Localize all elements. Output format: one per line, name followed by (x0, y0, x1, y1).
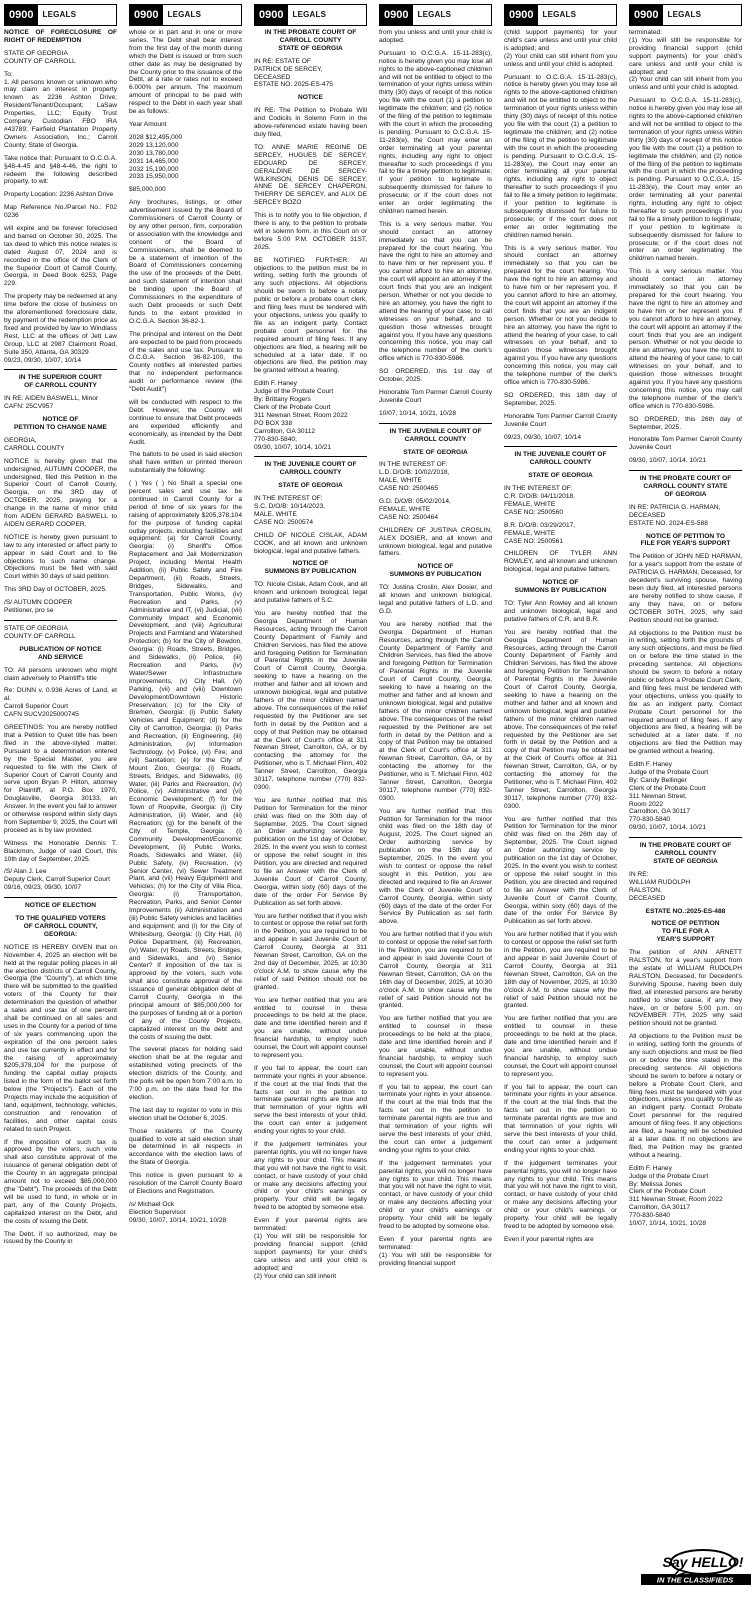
notice-paragraph: Edith F. Haney Judge of the Probate Court By: Candy Bellinger Clerk of the Probate Court 311 Newnan Street, Room 2022 Carrollton, GA 30117 770-830-5840 09/30, 10/07, 10/14, 10/21 (629, 761, 709, 832)
notice-paragraph: GREETINGS: You are hereby notified that a Petition to Quiet title has been filed in the above-styled matter. Pursuant to a determination entered by the Special Master, you are requested to file with the Clerk of Superior Court of Carroll County and serve upon Bryan P. Hilton, attorney for Plaintiff, at P.O. Box 1970, Douglasville, Georgia 30133, an Answer. In the event you fail to answer or otherwise respond within sixty days from September 9, 2025, the Court will proceed as is by law provided. (4, 724, 117, 834)
notice-paragraph: /s/ Michael Ock Election Supervisor 09/30, 10/07, 10/14, 10/21, 10/28 (129, 1200, 227, 1224)
section-number: 0900 (255, 5, 288, 25)
notice-paragraph: You are further notified that this Petition for Termination for the minor child was filed on the 30th day of September, 2025. The Court signed an Order authorizing service by publication on the 1st day of October, 2025. In the event you wish to contest or oppose the relief sought in this Petition, you are directed and required to file an Answer with the Clerk of Juvenile Court of Carroll County, Georgia, within sixty (60) days of the date of the order For Service By Publication as set forth above. (254, 796, 367, 907)
notice-paragraph: The Petition of JOHN NED HARMAN, for a year's support from the estate of PATRICIA G. HARMAN, Deceased, for decedent's surviving spouse, having been duly filed, all interested persons are hereby notified to show cause, if any they have, on or before OCTOBER 30TH, 2025, why said Petition should not be granted. (629, 553, 742, 624)
notice-paragraph: Witness the Honorable Dennis T. Blackmon, Judge of said Court, this 10th day of September, 2025. (4, 839, 117, 863)
section-header (254, 4, 367, 26)
notice-paragraph: Edith F. Haney Judge of the Probate Court By: Brittany Rogers Clerk of the Probate Court 311 Newnan Street, Room 2022 PO BOX 338 Carrollton, GA 30112 770-830-5840, 09/30, 10/07, 10/14, 10/21 (254, 380, 348, 451)
notice-paragraph: CHILD OF NICOLE CISLAK, ADAM COOK, and all known and unknown biological, legal and putative fathers. (254, 531, 367, 555)
notice-paragraph: Even if your parental rights are (504, 1235, 594, 1243)
notice-paragraph: IN RE: The Petition to Probate Will and Codicils in Solemn Form in the above-referenced estate having been duly filed, (254, 107, 367, 138)
notice-paragraph: $85,000,000 (129, 186, 166, 194)
notice-paragraph: NOTICE is hereby given pursuant to law to any interested or affect party to appear in said Court and to file objections to such name change. Objections must be filed with said Court within 30 days of said petition. (4, 533, 117, 581)
notice-paragraph: You are further notified that this Petition for Termination for the minor child was filed on the 18th day of August, 2025. The Court signed an Order authorizing service by publication on the 15th day of September, 2025. In the event you wish to contest or oppose the relief sought in this Petition, you are directed and required to file an Answer with the Clerk of Juvenile Court of Carroll County, Georgia, within sixty (60) days of the date of the order For Service By Publication as set forth above. (379, 807, 492, 926)
notice-paragraph: You are further notified that if you wish to contest or oppose the relief set forth in the Petition, you are required to be and appear in said Juvenile Court of Carroll County, Georgia at 311 Newnan Street, Carrollton, GA on the 16th day of December, 2025, at 10:30 o'clock A.M. to show cause why the relief of said Petition should not be granted. (379, 931, 492, 1010)
notice-paragraph: TO: Tyler Ann Rowley and all known and unknown biological, legal and putative fathers of C.R. and B.R. (504, 600, 617, 623)
notice-paragraph: If you fail to appear, the court can terminate your rights in your absence. If the court at the trial finds that the facts set out in the petition to terminate parental rights are true and that termination of your rights will serve the best interests of your child, the court can enter a judgement ending your rights to your child. (504, 1083, 617, 1154)
notice-paragraph: G.D. D/O/B: 05/02/2014, FEMALE, WHITE CASE NO: 2500464 (379, 498, 451, 521)
legal-column (129, 4, 242, 1594)
notice-paragraph: GEORGIA, CARROLL COUNTY (4, 436, 65, 452)
notice-paragraph: from you unless and until your child is adopted. (379, 29, 492, 44)
section-number: 0900 (5, 5, 38, 25)
notice-paragraph: The last day to register to vote in this election shall be October 6, 2025. (129, 1106, 242, 1122)
notice-paragraph: This is to notify you to file objection, if there is any, to the petition to probate will in solemn form, in this Court on or before 5:00 P.M. OCTOBER 31ST, 2025. (254, 212, 367, 251)
notice-paragraph: SO ORDERED, this 26th day of September, 2025. (629, 415, 742, 431)
notice-heading: PUBLICATION OF NOTICE AND SERVICE (19, 645, 102, 661)
notice-paragraph: Edith F. Haney Judge of the Probate Court By: Melissa Jones Clerk of the Probate Court 311 Newnan Street, Room 2022 Carrollton, GA 30117 770-830-5840 10/07, 10/14, 10/21, 10/28 (629, 1164, 723, 1228)
notice-paragraph: 09/23, 09/30, 10/07, 10/14 (504, 433, 581, 441)
notice-paragraph: IN RE: WILLIAM RUDOLPH RALSTON, DECEASED (629, 870, 691, 902)
notice-paragraph: 10/07, 10/14, 10/21, 10/28 (379, 409, 456, 417)
notice-paragraph: If the judgement terminates your parental rights, you will no longer have any rights to your child. This means that you will not have the right to visit, contact, or have custody of your child or make any decisions affecting your child or your child's earnings or property. Your child will be legally freed to be adopted by someone else. (379, 1159, 492, 1230)
notice-paragraph: B.R. D/O/B: 03/29/2017, FEMALE, WHITE CASE NO: 2500561 (504, 521, 576, 545)
section-header (4, 4, 117, 26)
notice-paragraph: will expire and be forever foreclosed and barred on October 30, 2025. The tax deed to which this notice relates is dated August 07, 2024 and is recorded in the office of the Clerk of the Superior Court of Carroll County, Georgia, in Deed Book 6253, Page 229. (4, 225, 117, 288)
legal-column (504, 4, 617, 1594)
column-body (504, 29, 617, 1244)
notice-paragraph: Any brochures, listings, or other advertisement issued by the Board of Commissioners of Carroll County or by any other person, firm, corporation or association with the knowledge and consent of the Board of Commissioners, shall be deemed to be a statement of intention of the Board of Commissioners concerning the use of the proceeds of the Debt, and such statement of intention shall be binding upon the Board of Commissioners in the expenditure of such Debt proceeds or such Debt funds to the extent provided in O.C.G.A. Section 36-82-1. (129, 199, 242, 325)
notice-paragraph: Honorable Tom Parmer Carroll County Juvenile Court (629, 436, 742, 452)
section-number: 0900 (380, 5, 413, 25)
notice-paragraph: SO ORDERED, this 18th day of September, 2025. (504, 391, 617, 407)
notice-paragraph: This 3RD Day of OCTOBER, 2025. (4, 586, 107, 594)
notice-paragraph: IN THE INTEREST OF: L.D. D/O/B: 10/02/2018, MALE, WHITE CASE NO: 2500465 (379, 461, 450, 493)
notice-heading: IN THE JUVENILE COURT OF CARROLL COUNTY (264, 461, 357, 477)
notice-heading: IN THE SUPERIOR COURT OF CARROLL COUNTY (18, 374, 103, 390)
notice-divider (4, 897, 117, 898)
notice-paragraph: (child support payments) for your child's care unless and until your child is adopted; and (2) Your child can still inherit from you unless and until your child is adopted. (504, 29, 617, 68)
notice-paragraph: This is a very serious matter. You should contact an attorney immediately so that you can be prepared for the court hearing. You have the right to hire an attorney and to have him or her represent you. If you cannot afford to hire an attorney, the court will appoint an attorney if the court finds that you are an indigent person. Whether or not you decide to hire an attorney, you have the right to attend the hearing of your case, to call witnesses on your behalf, and to question those witnesses brought against you. If you have any questions concerning this notice, you may call the telephone number of the clerk's office which is 770-830-5986. (379, 220, 492, 363)
logo-word: Say HELLO! (662, 1554, 744, 1570)
notice-paragraph: You are further notified that this Petition for Termination for the minor child was filed on the 26th day of September, 2025. The Court signed an Order authorizing service by publication on the 1st day of October, 2025. In the event you wish to contest or oppose the relief sought in this Petition, you are directed and required to file an Answer with the Clerk of Juvenile Court of Carroll County, Georgia, within sixty (60) days of the date of the order For Service By Publication as set forth above. (504, 815, 617, 926)
notice-paragraph: Pursuant to O.C.G.A. 15-11-283(c), notice is hereby given you may lose all rights to the above-captioned child/ren and will not be entitled to object to the termination of your rights unless within thirty (30) days of receipt of this notice you file with the court (1) a petition to legitimate the child/ren; and (2) notice of the filing of the petition to legitimate with the court in which the proceeding is pending. Pursuant to O.C.G.A. 15-11-283(e), the Court may enter an order terminating all your parental rights, including any right to object thereafter to such proceedings if you fail to file a timely petition to legitimate; if your petition to legitimate is subsequently dismissed for failure to prosecute; or if the court does not enter an order legitimating the child/ren named herein. (379, 49, 492, 215)
notice-paragraph: Year Amount (129, 120, 167, 128)
notice-paragraph: SO ORDERED, this 1st day of October, 2025. (379, 368, 492, 384)
notice-heading: IN THE PROBATE COURT OF CARROLL COUNTY STATE OF GEORGIA (264, 29, 357, 52)
notice-paragraph: You are hereby notified that the Georgia Department of Human Resources, acting through the Carroll County Department of Family and Children Services, has filed the above and foregoing Petition for Termination of Parental Rights in the Juvenile Court of Carroll County, Georgia, seeking to have a hearing on the mother and father and all known and unknown biological, legal and putative fathers of the minor children named above. The consequences of the relief requested by the Petitioner are set forth in detail by the Petition and a copy of that Petition may be obtained at the Clerk of Court's office at 311 Newnan Street, Carrollton, GA, or by contacting the attorney for the Petitioner, who is T. Michael Flinn, 402 Tanner Street, Carrollton, Georgia 30117, telephone number (770) 832-0300. (504, 628, 617, 810)
notice-paragraph: TO: All persons unknown who might claim adversely to Plaintiff's title (4, 666, 117, 682)
notice-paragraph: If the judgement terminates your parental rights, you will no longer have any rights to your child. This means that you will not have the right to visit, contact, or have custody of your child or make any decisions affecting your child or your child's earnings or property. Your child will be legally freed to be adopted by someone else. (504, 1159, 617, 1230)
legal-column (379, 4, 492, 1594)
notice-paragraph: If the judgement terminates your parental rights, you will no longer have any rights to your child. This means that you will not have the right to visit, contact, or have custody of your child or make any decisions affecting your child or your child's earnings or property. Your child will be legally freed to be adopted by someone else. (254, 1141, 367, 1212)
notice-divider (254, 456, 367, 457)
notice-paragraph: This is a very serious matter. You should contact an attorney immediately so that you can be prepared for the court hearing. You have the right to hire an attorney and to have him or her represent you. If you cannot afford to hire an attorney, the court will appoint an attorney if the court finds that you are an indigent person. Whether or not you decide to hire an attorney, you have the right to attend the hearing of your case, to call witnesses on your behalf, and to question those witnesses brought against you. If you have any questions concerning this notice, you may call the telephone number of the clerk's office which is 770-830-5986. (629, 268, 742, 410)
notice-paragraph: NOTICE IS HEREBY GIVEN that on November 4, 2025 an election will be held at the regular polling places in all the election districts of Carroll County, Georgia (the "County"), at which time there will be submitted to the qualified voters of the County for their determination the question of whether a sales and use tax of one percent shall be continued on all sales and uses in the County for a period of time of six years commencing upon the expiration of the one percent sales and use tax currently in effect and for the raising of approximately $205,378,104 for the purpose of funding the capital outlay projects listed in the form of the ballot set forth below (the "Projects"). Each of the Projects may include the acquisition of land, equipment, technology, vehicles, construction and renovation of facilities, and other capital costs related to such Project. (4, 943, 117, 1133)
notice-paragraph: Property Location: 2236 Ashton Drive (4, 191, 114, 199)
notice-paragraph: Those residents of the County qualified to vote at said election shall be determined in all respects in accordance with the election laws of the State of Georgia. (129, 1127, 242, 1167)
notice-paragraph: You are further notified that you are entitled to counsel in these proceedings to be held at the place, date and time identified herein and if you are unable, without undue financial hardship, to employ such counsel, the Court will appoint counsel to represent you. (379, 1015, 492, 1078)
notice-paragraph: The principal and interest on the Debt are expected to be paid from proceeds of the sales and use tax. Pursuant to O.C.G.A. Section 36-82-100, the County notifies all interested parties that no independent performance audit or performance review (the "Debt Audit") (129, 330, 242, 394)
notice-paragraph: will be conducted with respect to the Debt. However, the County will continue to ensure that Debt proceeds are expended efficiently and economically, as intended by the Debt Audit. (129, 398, 242, 446)
notice-paragraph: The property may be redeemed at any time before the close of business on the aforementioned foreclosure date, by payment of the redemption price as fixed and provided by law to Windlass Rest, LLC at the offices of Jett Law Group, LLC at 2987 Clairmont Road, Suite 350, Atlanta, GA 30329 09/23, 09/30, 10/07, 10/14 (4, 293, 117, 364)
notice-heading: TO THE QUALIFIED VOTERS OF CARROLL COUNTY, GEORGIA: (15, 915, 106, 938)
notice-paragraph: You are further notified that you are entitled to counsel in these proceedings to be held at the place, date and time identified herein and if you are unable, without undue financial hardship, to employ such counsel, the Court will appoint counsel to represent you. (504, 1015, 617, 1078)
notice-divider (379, 423, 492, 424)
section-header (629, 4, 742, 26)
notice-paragraph: TO: Nicole Cislak, Adam Cook, and all known and unknown biological, legal and putative fathers of S.C. (254, 581, 367, 605)
notice-paragraph: You are hereby notified that the Georgia Department of Human Resources, acting through the Carroll County Department of Family and Children Services, has filed the above and foregoing Petition for Termination of Parental Rights in the Juvenile Court of Carroll County, Georgia, seeking to have a hearing on the mother and father and all known and unknown biological, legal and putative fathers of the minor children named above. The consequences of the relief requested by the Petitioner are set forth in detail by the Petition and a copy of that Petition may be obtained at the Clerk of Court's office at 311 Newnan Street, Carrollton, GA, or by contacting the attorney for the Petitioner, who is T. Michael Flinn, 402 Tanner Street, Carrollton, Georgia 30117, telephone number (770) 832-0300. (254, 610, 367, 791)
notice-heading: ESTATE NO.:2025-ES-488 (645, 907, 726, 915)
legal-column (4, 4, 117, 1594)
column-body (379, 29, 492, 1268)
notice-paragraph: This is a very serious matter. You should contact an attorney immediately so that you can be prepared for the court hearing. You have the right to hire an attorney and to have him or her represent you. If you cannot afford to hire an attorney, the court will appoint an attorney if the court finds that you are an indigent person. Whether or not you decide to hire an attorney, you have the right to attend the hearing of your case, to call witnesses on your behalf, and to question those witnesses brought against you. If you have any questions concerning this notice, you may call the telephone number of the clerk's office which is 770-830-5986. (504, 244, 617, 386)
notice-heading: IN THE JUVENILE COURT OF CARROLL COUNTY (389, 427, 482, 443)
notice-paragraph: Even if your parental rights are terminated: (1) You will still be responsible for providing financial support (379, 1235, 492, 1267)
notice-heading: IN THE PROBATE COURT OF CARROLL COUNTY STATE OF GEORGIA (639, 475, 732, 498)
logo-tagline: IN THE CLASSIFIEDS (656, 1575, 734, 1585)
notice-paragraph: The petition of ANN ARNETT RALSTON, for a year's support from the estate of WILLIAM RUDOLPH RALSTON, Deceased, for Decedent's Surviving Spouse, having been duly filed, all interested persons are hereby notified to show cause, if any they have, on or before 5:00 p.m. on NOVEMBER 7TH, 2025 why said petition should not be granted. (629, 949, 742, 1028)
section-number: 0900 (630, 5, 663, 25)
notice-paragraph: Even if your parental rights are terminated: (1) You will still be responsible for providing financial support (child support payments) for your child's care unless and until your child is adopted; and (2) Your child can still inherit (254, 1217, 367, 1280)
notice-paragraph: Honorable Tom Parmer Carroll County Juvenile Court (504, 412, 617, 428)
section-label: LEGALS (542, 10, 577, 19)
notice-paragraph: The several places for holding said election shall be at the regular and established voting precincts of the election districts of the County, and the polls will be open from 7:00 a.m. to 7:00 p.m. on the date fixed for the election. (129, 1046, 242, 1101)
notice-heading: STATE OF GEORGIA (278, 482, 343, 490)
notice-paragraph: terminated: (1) You will still be responsible for providing financial support (child support payments) for your child's care unless and until your child is adopted; and (2) Your child can still inherit from you unless and until your child is adopted. (629, 29, 742, 92)
column-body (4, 29, 117, 1246)
notice-paragraph: STATE OF GEORGIA COUNTY OF CARROLL (4, 49, 76, 65)
notice-heading: NOTICE OF PETITION TO CHANGE NAME (14, 416, 107, 431)
column-body (129, 29, 242, 1225)
notice-divider (629, 470, 742, 471)
notice-paragraph: You are hereby notified that the Georgia Department of Human Resources, acting through the Carroll County Department of Family and Children Services, has filed the above and foregoing Petition for Termination of Parental Rights in the Juvenile Court of Carroll County, Georgia, seeking to have a hearing on the mother and father and all known and unknown biological, legal and putative fathers of the minor children named above. The consequences of the relief requested by the Petitioner are set forth in detail by the Petition and a copy of that Petition may be obtained at the Clerk of Court's office at 311 Newnan Street, Carrollton, GA, or by contacting the attorney for the Petitioner, who is T. Michael Flinn, 402 Tanner Street, Carrollton, Georgia 30117, telephone number (770) 832-0300. (379, 620, 492, 802)
notice-paragraph: IN RE: PATRICIA G. HARMAN, DECEASED ESTATE NO. 2024-ES-588 (629, 503, 721, 527)
notice-paragraph: IN RE: AIDEN BASWELL, Minor CAFN: 25CV957 (4, 395, 99, 411)
section-number: 0900 (130, 5, 163, 25)
column-body (254, 29, 367, 1280)
notice-heading: IN THE JUVENILE COURT OF CARROLL COUNTY (514, 451, 607, 467)
notice-paragraph: CHILDREN OF TYLER ANN ROWLEY, and all known and unknown biological, legal and putative fathers. (504, 550, 617, 574)
section-header (504, 4, 617, 26)
section-header (379, 4, 492, 26)
notice-divider (504, 446, 617, 447)
notice-paragraph: If you fail to appear, the court can terminate your rights in your absence. If the court at the trial finds that the facts set out in the petition to terminate parental rights are true and that termination of your rights will serve the best interests of your child, the court can enter a judgement ending your rights to your child. (254, 1064, 367, 1136)
notice-heading: NOTICE OF ELECTION (24, 902, 97, 910)
notice-paragraph: All objections to the Petition must be in writing, setting forth the grounds of any such objections and must be filed on or before the time stated in the preceding sentence. All objections should be sworn to before a notary or before a Probate Court Clerk, and filing fees must be tendered with your objections, unless you qualify to file as an indigent party. Contact Probate Court personnel for the required amount of filing fees. If any objections are filed, a hearing will be scheduled at a later date. If no objections are filed, the Petition may be granted without a hearing. (629, 1033, 742, 1159)
section-label: LEGALS (417, 10, 452, 19)
notice-paragraph: If the imposition of such tax is approved by the voters, such vote shall also constitute approval of the issuance of general obligation debt of the County in an aggregate principal amount not to exceed $85,000,000 (the "Debt"). The proceeds of the Debt will be used to fund, in whole or in part, any of the County Projects, capitalized interest on the Debt, and the costs of issuing the Debt. (4, 1138, 117, 1225)
notice-paragraph: Pursuant to O.C.G.A. 15-11-283(c), notice is hereby given you may lose all rights to the above-captioned child/ren and will not be entitled to object to the termination of your rights unless within thirty (30) days of receipt of this notice you file with the court (1) a petition to legitimate the child/ren; and (2) notice of the filing of the petition to legitimate with the court in which the proceeding is pending. Pursuant to O.C.G.A. 15-11-283(e), the Court may enter an order terminating all your parental rights, including any right to object thereafter to such proceedings if you fail to file a timely petition to legitimate; if your petition to legitimate is subsequently dismissed for failure to prosecute; or if the court does not enter an order legitimating the child/ren named herein. (504, 73, 617, 239)
notice-paragraph: You are further notified that if you wish to contest or oppose the relief set forth in the Petition, you are required to be and appear in said Juvenile Court of Carroll County, Georgia at 311 Newnan Street, Carrollton, GA on the 2nd day of December, 2025, at 10:30 o'clock A.M. to show cause why the relief of said Petition should not be granted. (254, 912, 367, 991)
notice-heading: NOTICE OF SUMMONS BY PUBLICATION (264, 560, 357, 576)
notice-paragraph: TO: ANNE MARIE REGINE DE SERCEY, HUGUES DE SERCEY, EDOUARD DE SERCEY, GERALDINE DE SERCEY-WILKINSON, DENIS DE SERCEY, ANNE DE SERCEY CHAPERON, THIERRY DE SERCEY, and ALIX DE SERCEY BOZO (254, 143, 367, 207)
section-label: LEGALS (167, 10, 202, 19)
notice-paragraph: If you fail to appear, the court can terminate your rights in your absence. If the court at the trial finds that the facts set out in the petition to terminate parental rights are true and that termination of your rights will serve the best interests of your child, the court can enter a judgement ending your rights to your child. (379, 1083, 492, 1154)
notice-paragraph: TO: Justina Croslin, Alex Dosier, and all known and unknown biological, legal and putative fathers of L.D. and G.D. (379, 584, 492, 615)
notice-paragraph: IN RE: ESTATE OF PATRICK DE SERCEY, DECEASED ESTATE NO. 2025-ES-475 (254, 57, 333, 89)
say-hello-classifieds-logo (635, 1548, 753, 1592)
notice-paragraph: 09/30, 10/07, 10/14, 10/21 (629, 457, 706, 465)
notice-paragraph: ( ) Yes ( ) No Shall a special one percent sales and use tax be continued in Carroll County for a period of time of six years for the raising of approximately $205,378,104 for the purpose of funding capital outlay projects, including facilities and equipment: (a) for Carroll County, Georgia: (i) Sheriff's Office Replacement and Jail Modernization Project, including Mental Health Addition, (ii) Public Safety and Fire Department, (iii) Roads, Streets, Bridges, Sidewalks, and Transportation, Public Works, (iv) Recreation and Parks, (v) Administrative and IT, (vi) Judicial, (vii) Community Impact and Economic Development, and (viii) Agricultural Projects and Farmland and Watershed Protection; (b) for the City of Bowdon, Georgia: (i) Roads, Streets, Bridges, and Sidewalks, (ii) Police, (iii) Recreation and Parks, (iv) Water/Sewer Infrastructure Improvements, (v) City Hall, (vi) Parking, (vii) and (viii) Downtown Development/Downtown Historic Preservation; (c) for the City of Bremen, Georgia: (i) Public Safety Vehicles and Equipment; (d) for the City of Carrollton, Georgia: (i) Parks and Recreation, (ii) Engineering, (iii) Administration, (iv) Information Technology, (v) Police, (vi) Fire; and (vii) Sanitation; (e) for the City of Mount Zion, Georgia: (i) Roads, Streets, Bridges, and Sidewalks, (ii) Water, (iii) Parks and Recreation, (iv) Police, (v) Administrative and (vi) Economic Development; (f) for the Town of Roopville, Georgia: (i) City Administration, (ii) Water, and (iii) Recreation; (g) for the benefit of the City of Temple, Georgia: (i) Community Development/Economic Development, (ii) Public Works, Roads, Sidewalks and Water, (iii) Public Safety, (iv) Recreation, (v) Senior Center, (vi) Sewer Treatment Plant, and (vii) Heavy Equipment and Vehicles; (h) for the City of Villa Rica, Georgia: (i) Transportation, Recreation, Parks, and Senior Center Improvements (ii) Administration and (iii) Public Safety vehicles and facilities and equipment; and (i) for the City of Whitesburg, Georgia: (i) City Hall, (ii) Police Department, (iii) Recreation, (iv) Water, (v) Roads, Streets, Bridges, and Sidewalks, and (vi) Senior Center? If imposition of the tax is approved by the voters, such vote shall also constitute approval of the issuance of general obligation debt of Carroll County, Georgia in the principal amount of $85,000,000 for the purposes of funding all or a portion of any of the County Projects, capitalized interest on the debt and the costs of issuing the debt. (129, 480, 242, 1041)
notice-paragraph: Take notice that: Pursuant to O.C.G.A. §48-4-45 and §48-4-46, the right to redeem the following described property, to wit: (4, 154, 117, 186)
notice-paragraph: /S/ Alan J. Lee Deputy Clerk, Carroll Superior Court 09/16, 09/23, 09/30, 10/07 (4, 868, 110, 892)
notice-paragraph: 2028 $12,495,000 2029 13,120,000 2030 13,780,000 2031 14,465,000 2032 15,190,000 2033 15,950,000 (129, 133, 183, 181)
notice-paragraph: STATE OF GEORGIA COUNTY OF CARROLL (4, 625, 76, 640)
legal-column (629, 4, 742, 1544)
notice-divider (629, 837, 742, 838)
notice-heading: NOTICE OF SUMMONS BY PUBLICATION (389, 563, 482, 579)
notice-paragraph: You are further notified that if you wish to contest or oppose the relief set forth in the Petition, you are required to be and appear in said Juvenile Court of Carroll County, Georgia at 311 Newnan Street, Carrollton, GA on the 18th day of November, 2025, at 10:30 o'clock A.M. to show cause why the relief of said Petition should not be granted. (504, 931, 617, 1010)
legal-column (254, 4, 367, 1594)
notice-paragraph: NOTICE is hereby given that the undersigned, AUTUMN COOPER, the undersigned, filed this Petition in the Superior Court of Carroll County, Georgia, on the 3RD day of OCTOBER, 2025, praying for a change in the name of minor child from AIDEN GERARD BASWELL to AIDEN GERARD COOPER. (4, 457, 117, 528)
notice-heading: IN THE PROBATE COURT OF CARROLL COUNTY STATE OF GEORGIA (639, 842, 732, 865)
section-label: LEGALS (292, 10, 327, 19)
notice-heading: STATE OF GEORGIA (403, 448, 468, 456)
section-header (129, 4, 242, 26)
notice-paragraph: IN THE INTEREST OF: C.R. D/O/B: 04/11/2018, FEMALE, WHITE CASE NO: 2500560 (504, 485, 575, 516)
section-label: LEGALS (42, 10, 77, 19)
notice-paragraph: The ballots to be used in said election shall have written or printed thereon substantially the following: (129, 451, 242, 475)
notice-paragraph: Re: DUNN v. 0.936 Acres of Land, et al. Carroll Superior Court CAFN SUCV2025000745 (4, 687, 117, 719)
section-number: 0900 (505, 5, 538, 25)
notice-paragraph: Map Reference No./Parcel No.: F02 0236 (4, 204, 117, 220)
notice-paragraph: CHILDREN OF JUSTINA CROSLIN, ALEX DOSIER, and all known and unknown biological, legal and putative fathers. (379, 526, 492, 558)
notice-heading: NOTICE OF SUMMONS BY PUBLICATION (514, 579, 607, 595)
notice-paragraph: IN THE INTEREST OF: S.C. D/O/B: 10/14/2023, MALE, WHITE CASE NO: 2500574 (254, 495, 326, 526)
section-label: LEGALS (667, 10, 702, 19)
notice-paragraph: The Debt, if so authorized, may be issued by the County in (4, 1230, 117, 1246)
notice-heading: NOTICE OF FORECLOSURE OF RIGHT OF REDEMPTION (4, 29, 117, 44)
notice-paragraph: BE NOTIFIED FURTHER: All objections to the petition must be in writing, setting forth the grounds of any such objections. All objections should be sworn to before a notary public or before a probate court clerk, and filing fees must be tendered with your objections, unless you qualify to file as an indigent party. Contact probate court personnel for the required amount of filing fees. If any objections are filed, a hearing will be scheduled at a later date. If no objections are filed, the petition may be granted without a hearing. (254, 256, 367, 375)
notice-paragraph: Honorable Tom Parmer Carroll County Juvenile Court (379, 388, 492, 404)
notice-paragraph: Pursuant to O.C.G.A. 15-11-283(c), notice is hereby given you may lose all rights to the above-captioned child/ren and will not be entitled to object to the termination of your rights unless within thirty (30) days of receipt of this notice you file with the court (1) a petition to legitimate the child/ren; and (2) notice of the filing of the petition to legitimate with the court in which the proceeding is pending. Pursuant to O.C.G.A. 15-11-283(e), the Court may enter an order terminating all your parental rights, including any right to object thereafter to such proceedings if you fail to file a timely petition to legitimate; if your petition to legitimate is subsequently dismissed for failure to prosecute; or if the court does not enter an order legitimating the child/ren named herein. (629, 97, 742, 263)
notice-paragraph: To: 1. All persons known or unknown who may claim an interest in property known as 2236 Ashton Drive; Resident/Tenant/Occupant; LaSaw Properties, LLC; Equity Trust Company Custodian FBO IRA #43789; Fairfield Plantation Property Owners Association, Inc.; Carroll County; State of Georgia. (4, 70, 117, 149)
notice-paragraph: This notice is given pursuant to a resolution of the Carroll County Board of Elections and Registration. (129, 1172, 242, 1195)
notice-heading: NOTICE (298, 94, 323, 102)
notice-heading: STATE OF GEORGIA (528, 472, 593, 480)
notice-paragraph: whole or in part and in one or more series. The Debt shall bear interest from the first day of the month during which the Debt is issued or from such other date as may be designated by the County prior to the issuance of the Debt, at a rate or rates not to exceed 6.000% per annum. The maximum amount of principal to be paid with respect to the Debt in each year shall be as follows: (129, 29, 242, 116)
notice-paragraph: /S/ AUTUMN COOPER Petitioner, pro se (4, 599, 73, 615)
notice-divider (4, 620, 117, 621)
notice-heading: NOTICE OF PETITION TO FILE FOR YEAR'S SUPPORT (640, 532, 731, 548)
notice-divider (4, 369, 117, 370)
notice-paragraph: All objections to the Petition must be in writing, setting forth the grounds of any such objections, and must be filed on or before the time stated in the preceding sentence. All objections should be sworn to before a notary public or before a Probate Court Clerk, and filing fees must be tendered with your objections, unless you qualify to file as an indigent party. Contact Probate Court personnel for the required amount of filing fees. If any objections are filed, a hearing will be scheduled at a later date. If no objections are filed the Petition may be granted without a hearing. (629, 629, 742, 756)
notice-paragraph: You are further notified that you are entitled to counsel in these proceedings to be held at the place, date and time identified herein and if you are unable, without undue financial hardship, to employ such counsel, the Court will appoint counsel to represent you. (254, 996, 367, 1059)
column-body (629, 29, 742, 1228)
notice-heading: NOTICE OF PETITION TO FILE FOR A YEAR'S SUPPORT (651, 920, 720, 944)
